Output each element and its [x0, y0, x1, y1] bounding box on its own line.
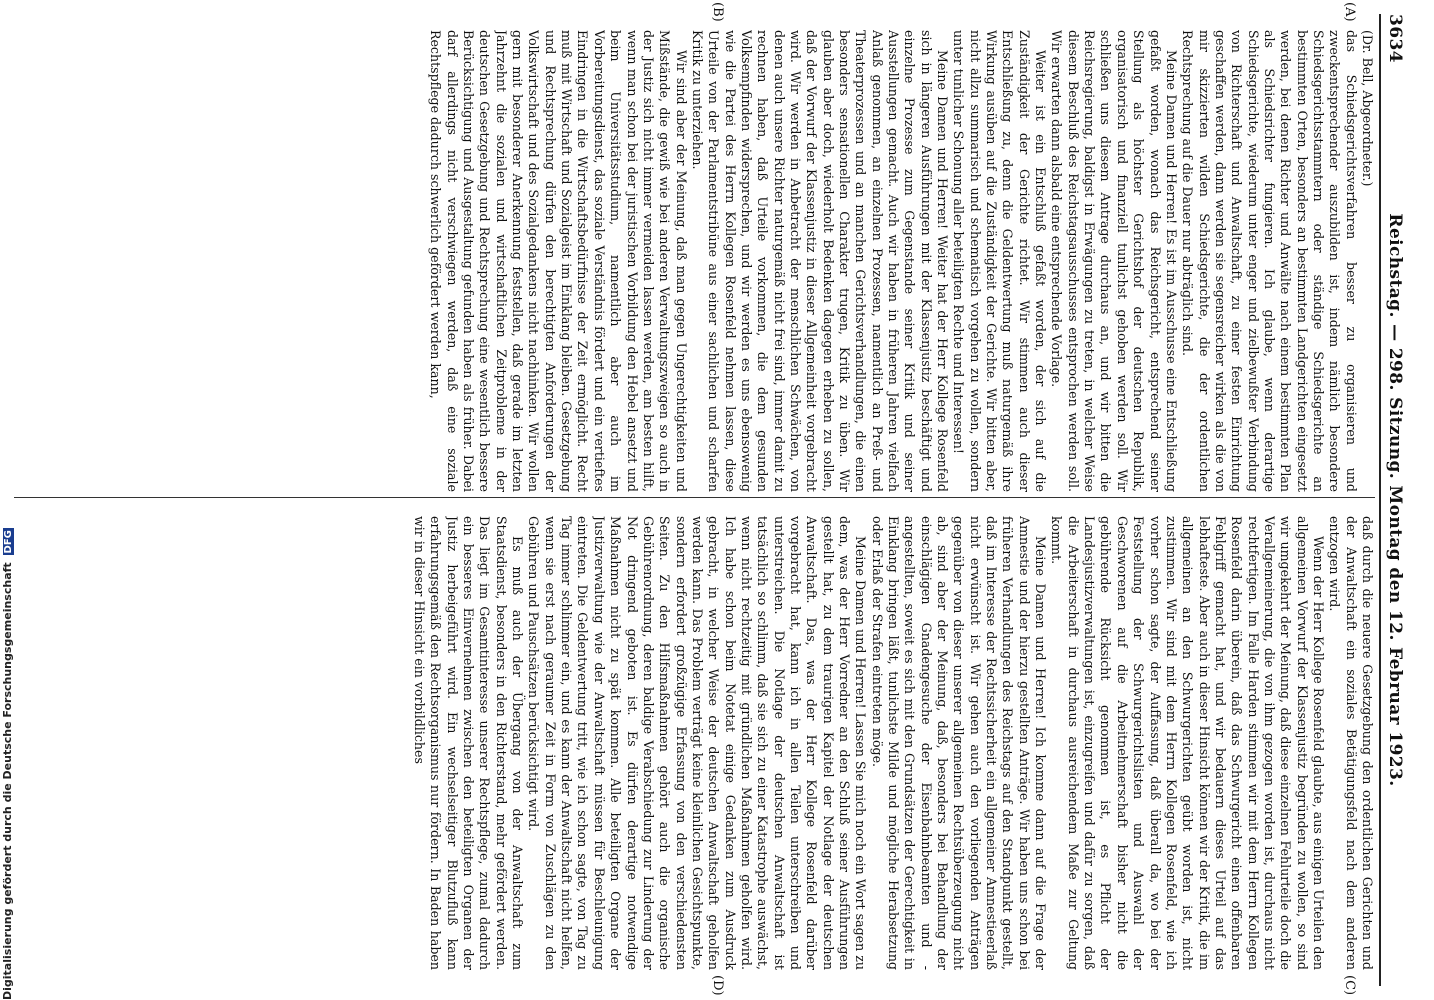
credit-text: Digitalisierung gefördert durch die Deutsche Forschungsgemeinschaft	[1, 562, 14, 1000]
margin-mark-d: (D)	[710, 975, 725, 996]
margin-mark-b: (B)	[710, 2, 725, 22]
right-paragraph-3: Meine Damen und Herren! Ich komme dann auf die Frage der Amnestie und der hierzu gestellten Anträge. Wir haben uns schon bei früheren Verhandlungen des Reichstags auf den Standpunkt gestellt, daß im Interesse der Rechtssicherheit ein allgemeiner Amnestieerlaß nicht erwünscht ist. Wir gehen auch den vorliegenden Anträgen gegenüber von dieser unserer allgemeinen Rechtsüberzeugung nicht ab, sind aber der Meinung, daß, besonders bei Behandlung der einschlägigen Gnadengesuche der Eisenbahnbeamten und -angestellten, soweit es sich mit den Grundsätzen der Gerechtigkeit in Einklang bringen läßt, tunlichste Milde und mögliche Herabsetzung oder Erlaß der Strafen eintreten möge.	[869, 516, 1049, 970]
left-paragraph-2: Meine Damen und Herren! Es ist im Ausschusse eine Entschließung gefaßt worden, wonach das Reichsgericht, entsprechend seiner Stellung als höchster Gerichtshof der deutschen Republik, organisatorisch und finanziell tunlichst gehoben werden soll. Wir schließen uns diesem Antrage durchaus an, und wir bitten die Reichsregierung, baldigst in Erwägungen zu treten, in welcher Weise diesem Beschluß des Reichstagsausschusses entsprochen werden soll. Wir erwarten dann alsbald eine entsprechende Vorlage.	[1049, 30, 1179, 492]
speaker-label: (Dr. Bell, Abgeordneter.)	[1360, 30, 1375, 187]
page-title: Reichstag. — 298. Sitzung. Montag den 12. Februar 1923.	[1385, 213, 1405, 787]
left-column	[20, 30, 1375, 492]
page-header	[1377, 14, 1405, 986]
header-rule	[1379, 14, 1381, 986]
left-paragraph-1: das Schiedsgerichtsverfahren besser zu organisieren und zweckentsprechender auszubilden ist, indem nämlich besondere Schiedsgerichtsstammtern oder ständige Schiedsgerichte an bestimmten Orten, besonders an bestimmten Landgerichten eingesetzt werden, bei denen Richter und Anwälte nach einem bestimmten Plan als Schiedsrichter fungieren. Ich glaube, wenn derartige Schiedsgerichte, wiederum unter enger und zielbewußter Verbindung von Richterschaft und Anwaltschaft, zu einer festen Einrichtung geschaffen werden, dann werden sie segensreicher wirken als die von mir skizzierten wilden Schiedsgerichte, die der ordentlichen Rechtsprechung auf die Dauer nur abträglich sind.	[1180, 30, 1359, 492]
left-paragraph-5: Wir sind aber der Meinung, daß man gegen Ungerechtigkeiten und Mißstände, die gewiß wie bei anderen Verwaltungszweigen so auch in der Justiz sich nicht immer vermeiden lassen werden, am besten hilft, wenn man schon bei der juristischen Vorbildung den Hebel ansetzt und beim Universitätsstudium, namentlich aber auch im Vorbereitungsdienst, das soziale Verständnis fördert und ein vertieftes Eindringen in die Wirtschaftsbedürfnisse der Zeit ermöglicht. Recht muß mit Wirtschaft und Sozialgeist im Einklang bleiben. Gesetzgebung und Rechtsprechung dürfen den berechtigten Anforderungen der Volkswirtschaft und des Sozialgedankens nicht nachhinken. Wir wollen gern mit besonderer Anerkennung feststellen, daß gerade im letzten Jahrzehnt die sozialen und wirtschaftlichen Zeitprobleme in der deutschen Gesetzgebung und Rechtsprechung eine wesentlich bessere Berücksichtigung und Ausgestaltung gefunden haben als früher. Dabei darf allerdings nicht verschwiegen werden, daß eine soziale Rechtspflege dadurch schwerlich gefördert werden kann,	[428, 30, 689, 492]
left-paragraph-3: Weiter ist ein Entschluß gefaßt worden, der sich auf die Zuständigkeit der Gerichte richtet. Wir stimmen auch dieser Entschließung zu, denn die Geldentwertung muß naturgemäß ihre Wirkung ausüben auf die Zuständigkeit der Gerichte. Wir bitten aber, nicht allzu summarisch und schematisch vorgehen zu wollen, sondern unter tunlicher Schonung aller beteiligten Rechte und Interessen!	[951, 30, 1049, 492]
right-column	[20, 516, 1375, 970]
right-paragraph-4: Meine Damen und Herren! Lassen Sie mich noch ein Wort sagen zu dem, was der Herr Vorredner an den Schluß seiner Ausführungen gestellt hat, zu dem traurigen Kapitel der Notlage der deutschen Anwaltschaft. Das, was der Herr Kollege Rosenfeld darüber vorgebracht hat, kann ich in allen Teilen unterschreiben und unterstreichen. Die Notlage der deutschen Anwaltschaft ist tatsächlich so schlimm, daß sie sich zu einer Katastrophe auswächst, wenn nicht rechtzeitig mit gründlichen Maßnahmen geholfen wird. Ich habe schon beim Notetat einige Gedanken zum Ausdruck gebracht, in welcher Weise der deutschen Anwaltschaft geholfen werden kann. Das Problem verträgt keine kleinlichen Gesichtspunkte, sondern erfordert großzügige Erfassung von den verschiedensten Seiten. Zu den Hilfsmaßnahmen gehört auch die organische Gebührenordnung, deren baldige Verabschiedung zur Linderung der Not dringend geboten ist. Es dürfen derartige notwendige Maßnahmen nicht zu spät kommen. Alle beteiligten Organe der Justizverwaltung wie der Anwaltschaft müssen für Beschleunigung eintreten. Die Geldentwertung tritt, wie ich schon sagte, von Tag zu Tag immer schlimmer ein, und es kann der Anwaltschaft nicht helfen, wenn sie erst nach geraumer Zeit in Form von Zuschlägen zu den Gebühren und Pauschsätzen berücksichtigt wird.	[526, 516, 869, 970]
dfg-logo: DFG	[3, 530, 14, 554]
digitization-credit	[1, 528, 14, 1000]
left-paragraph-4: Meine Damen und Herren! Weiter hat der Herr Kollege Rosenfeld sich in längeren Ausführungen mit der Klassenjustiz beschäftigt und einzelne Prozesse zum Gegenstande seiner Kritik und seiner Ausstellungen gemacht. Auch wir haben in früheren Jahren vielfach Anlaß genommen, an einzelnen Prozessen, namentlich an Preß- und Theaterprozessen und an manchen Gerichtsverhandlungen, die einen besonders sensationellen Charakter trugen, Kritik zu üben. Wir glauben aber doch, wiederholt Bedenken dagegen erheben zu sollen, daß der Vorwurf der Klassenjustiz in dieser Allgemeinheit vorgebracht wird. Wir werden in Anbetracht der menschlichen Schwächen, von denen auch unsere Richter naturgemäß nicht frei sind, immer damit zu rechnen haben, daß Urteile vorkommen, die dem gesunden Volksempfinden widersprechen, und wir werden es uns ebensowenig wie die Partei des Herrn Kollegen Rosenfeld nehmen lassen, diese Urteile von der Parlamentstribüne aus einer sachlichen und scharfen Kritik zu unterziehen.	[689, 30, 951, 492]
right-paragraph-1: daß durch die neuere Gesetzgebung den ordentlichen Gerichten und der Anwaltschaft ein soziales Betätigungsfeld nach dem anderen entzogen wird.	[1327, 516, 1375, 970]
margin-mark-a: (A)	[1342, 2, 1357, 22]
page-number: 3634	[1385, 14, 1405, 63]
margin-mark-c: (C)	[1342, 975, 1357, 996]
right-paragraph-5: Es muß auch der Übergang von der Anwaltschaft zum Staatsdienst, besonders in den Richterstand, mehr gefördert werden. Das liegt im Gesamtinteresse unserer Rechtspflege, zumal dadurch ein besseres Einvernehmen zwischen den beteiligten Organen der Justiz herbeigeführt wird. Ein wechselseitiger Blutzufluß kann erfahrungsgemäß den Rechtsorganismus nur fördern. In Baden haben wir in dieser Hinsicht ein vorbildliches	[412, 516, 526, 970]
column-divider	[14, 497, 1375, 498]
right-paragraph-2: Wenn der Herr Kollege Rosenfeld glaubte, aus einigen Urteilen den allgemeinen Vorwurf der Klassenjustiz begründen zu wollen, so sind wir umgekehrt der Meinung, daß diese einzelnen Fehlurteile doch die Verallgemeinerung, die von ihm gezogen worden ist, durchaus nicht rechtfertigen. Im Falle Harden stimmen wir mit dem Herrn Kollegen Rosenfeld darin überein, daß das Schwurgericht einen offenbaren Fehlgriff gemacht hat, und wir bedauern dieses Urteil auf das lebhafteste. Aber auch in dieser Hinsicht können wir der Kritik, die im allgemeinen an den Schwurgerichten geübt worden ist, nicht zustimmen. Wir sind mit dem Herrn Kollegen Rosenfeld, wie ich vorher schon sagte, der Auffassung, daß überall da, wo bei der Feststellung der Schwurgerichtslisten und Auswahl der Geschworenen auf die Arbeitnehmerschaft bisher nicht die gebührende Rücksicht genommen ist, es Pflicht der Landesjustizverwaltungen ist, einzugreifen und dafür zu sorgen, daß die Arbeiterschaft in durchaus ausreichendem Maße zur Geltung kommt.	[1049, 516, 1326, 970]
